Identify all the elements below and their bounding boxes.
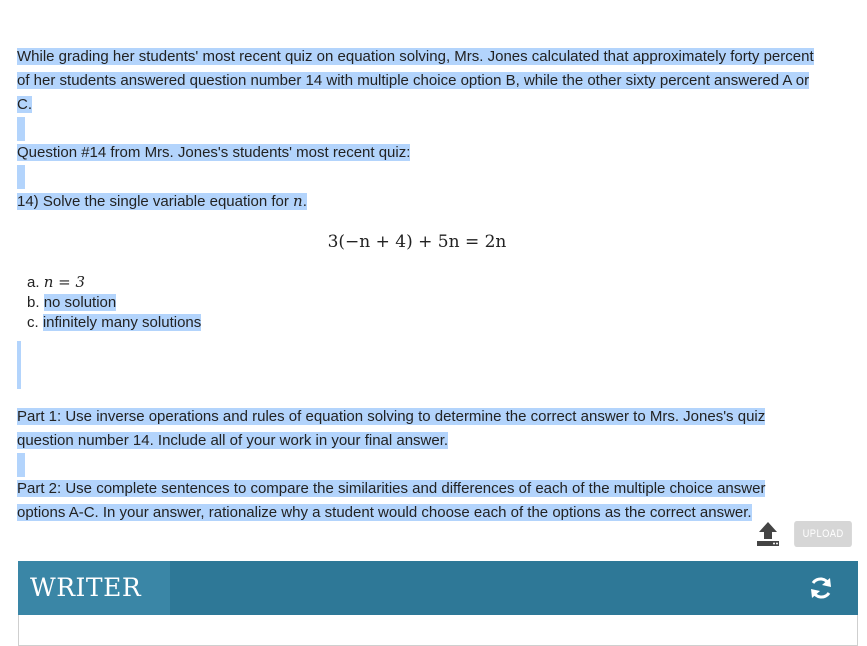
blank-line bbox=[17, 453, 25, 477]
option-a: a. n = 3 bbox=[27, 273, 85, 291]
option-c: c. infinitely many solutions bbox=[27, 314, 202, 331]
writer-editor[interactable] bbox=[18, 615, 858, 646]
option-b: b. no solution bbox=[27, 294, 117, 311]
question-content bbox=[17, 45, 817, 525]
answer-options bbox=[27, 272, 817, 333]
blank-line bbox=[17, 165, 25, 189]
blank-line bbox=[17, 341, 21, 389]
part2-paragraph: Part 2: Use complete sentences to compare the similarities and differences of each of the multiple choice answer options A-C. In your answer, rationalize why a student would choose each of the options as the correct answer. bbox=[17, 480, 766, 521]
question-prompt: 14) Solve the single variable equation for n. bbox=[17, 192, 307, 210]
writer-title: WRITER bbox=[18, 561, 170, 615]
refresh-icon[interactable] bbox=[808, 575, 834, 601]
question-heading: Question #14 from Mrs. Jones's students' most recent quiz: bbox=[17, 144, 411, 161]
upload-row bbox=[755, 520, 857, 548]
part1-paragraph: Part 1: Use inverse operations and rules of equation solving to determine the correct answer to Mrs. Jones's quiz question number 14. Include all of your work in your final answer. bbox=[17, 408, 766, 449]
equation: 3(−n + 4) + 5n = 2n bbox=[327, 232, 507, 252]
upload-icon[interactable] bbox=[755, 520, 781, 548]
blank-line bbox=[17, 117, 25, 141]
writer-toolbar bbox=[18, 561, 858, 615]
upload-button[interactable]: UPLOAD bbox=[794, 521, 852, 547]
intro-paragraph: While grading her students' most recent quiz on equation solving, Mrs. Jones calculated that approximately forty percent of her students answered question number 14 with multiple choice option B, while the other sixty percent answered A or C. bbox=[17, 48, 814, 113]
